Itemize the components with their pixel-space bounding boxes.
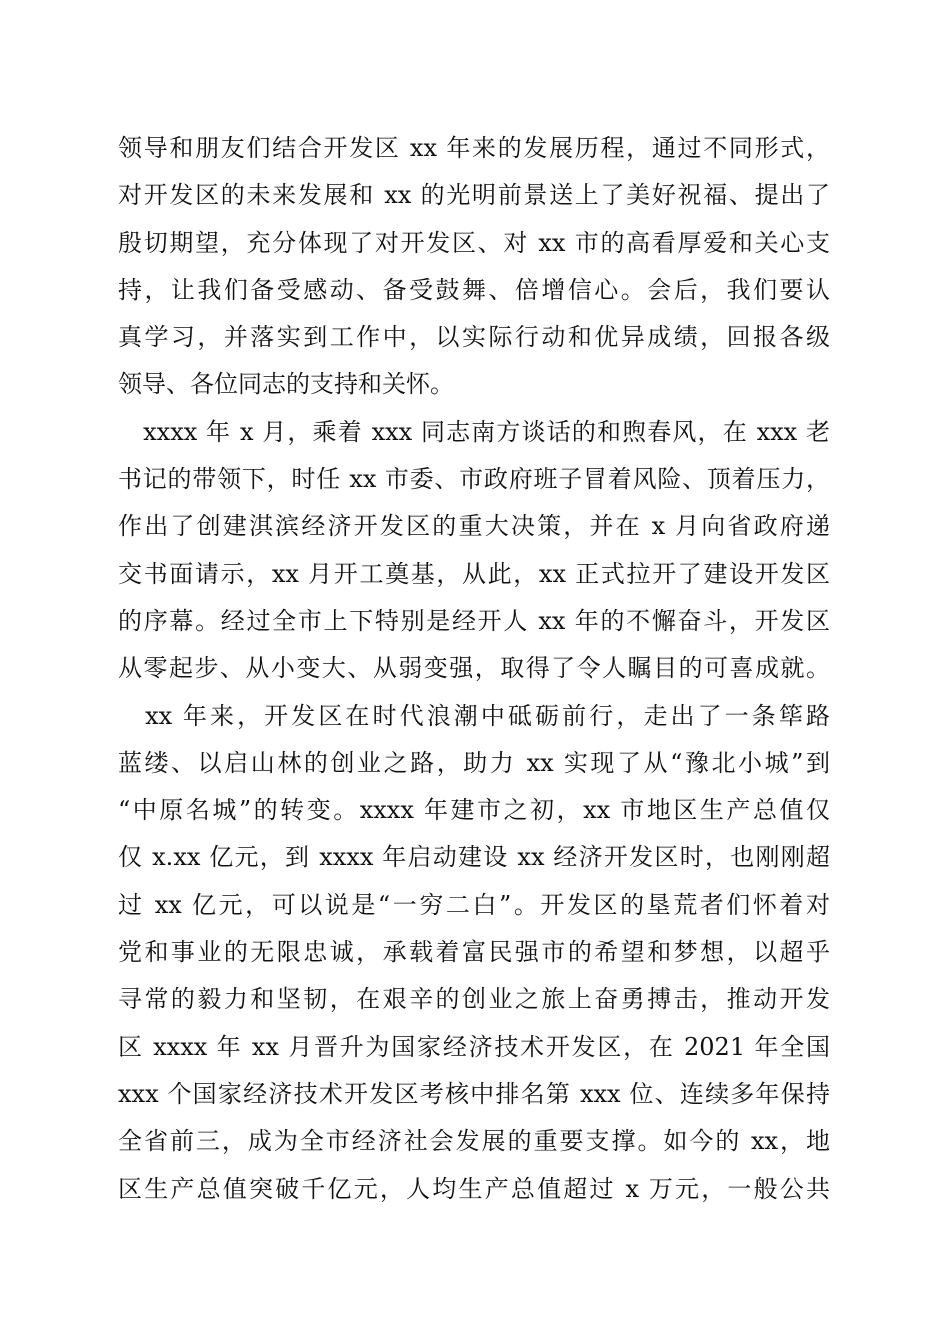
text-line: 区生产总值突破千亿元，人均生产总值超过 x 万元，一般公共 [118,1174,830,1203]
text-line: 交书面请示，xx 月开工奠基，从此，xx 正式拉开了建设开发区 [118,559,830,588]
text-line: 书记的带领下，时任 xx 市委、市政府班子冒着风险、顶着压力， [118,465,830,494]
text-line: 过 xx 亿元，可以说是“一穷二白”。开发区的垦荒者们怀着对 [118,890,830,919]
text-line: 区 xxxx 年 xx 月晋升为国家经济技术开发区，在 2021 年全国 [118,1032,830,1061]
text-line: 领导、各位同志的支持和关怀。 [118,370,454,399]
text-line: xxx 个国家经济技术开发区考核中排名第 xxx 位、连续多年保持 [118,1079,830,1108]
text-line: 寻常的毅力和坚韧，在艰辛的创业之旅上奋勇搏击，推动开发 [118,985,830,1014]
text-line: 真学习，并落实到工作中，以实际行动和优异成绩，回报各级 [118,323,830,352]
text-line: 的序幕。经过全市上下特别是经开人 xx 年的不懈奋斗，开发区 [118,606,830,635]
text-line: 党和事业的无限忠诚，承载着富民强市的希望和梦想，以超乎 [118,938,830,967]
text-line: 对开发区的未来发展和 xx 的光明前景送上了美好祝福、提出了 [118,181,830,210]
text-line: xx 年来，开发区在时代浪潮中砥砺前行，走出了一条筚路 [118,701,830,730]
paragraph-2 [118,409,830,693]
paragraph-1 [118,125,830,409]
text-line: 蓝缕、以启山林的创业之路，助力 xx 实现了从“豫北小城”到 [118,748,830,777]
text-line: 全省前三，成为全市经济社会发展的重要支撑。如今的 xx，地 [118,1127,830,1156]
text-line: 仅 x.xx 亿元，到 xxxx 年启动建设 xx 经济开发区时，也刚刚超 [118,843,830,872]
text-line: xxxx 年 x 月，乘着 xxx 同志南方谈话的和煦春风，在 xxx 老 [118,417,830,446]
text-line: 持，让我们备受感动、备受鼓舞、倍增信心。会后，我们要认 [118,275,830,304]
text-line: 从零起步、从小变大、从弱变强，取得了令人瞩目的可喜成就。 [118,654,830,683]
paragraph-3 [118,693,830,1213]
text-line: “中原名城”的转变。xxxx 年建市之初，xx 市地区生产总值仅 [118,796,830,825]
text-line: 作出了创建淇滨经济开发区的重大决策，并在 x 月向省政府递 [118,512,830,541]
document-body [118,125,830,1213]
text-line: 领导和朋友们结合开发区 xx 年来的发展历程，通过不同形式， [118,134,830,162]
text-line: 殷切期望，充分体现了对开发区、对 xx 市的高看厚爱和关心支 [118,228,830,257]
